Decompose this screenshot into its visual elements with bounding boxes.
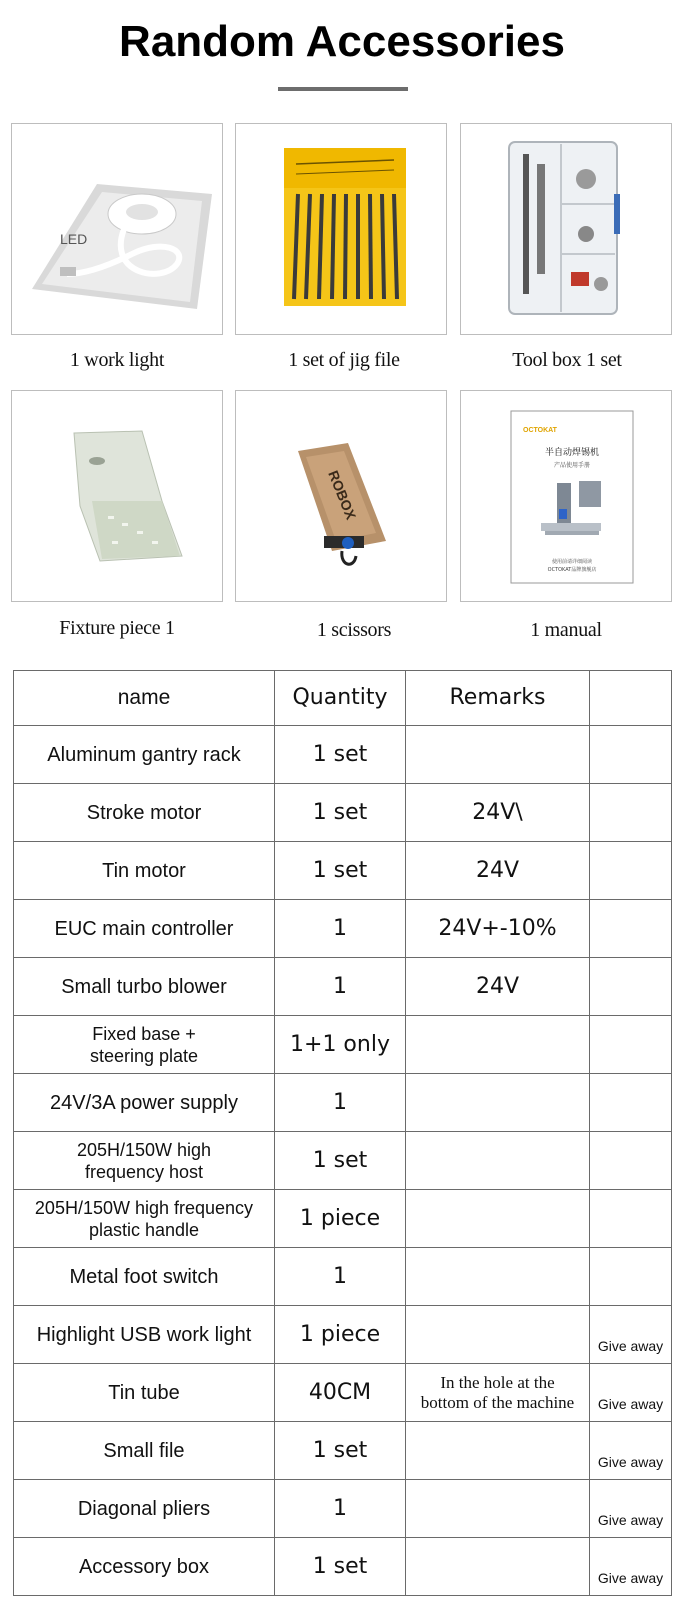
item-remarks: In the hole at the bottom of the machine bbox=[406, 1364, 590, 1422]
item-name: Stroke motor bbox=[14, 784, 275, 842]
accessory-caption-3: Fixture piece 1 bbox=[59, 617, 175, 639]
header-name: name bbox=[14, 671, 275, 726]
accessories-table bbox=[13, 670, 672, 1596]
page-title: Random Accessories bbox=[119, 17, 565, 66]
item-note bbox=[590, 958, 672, 1016]
table-row bbox=[14, 1074, 672, 1132]
item-note bbox=[590, 726, 672, 784]
accessory-card-fixture-piece bbox=[11, 390, 223, 602]
table-row bbox=[14, 1016, 672, 1074]
table-row bbox=[14, 784, 672, 842]
svg-text:半自动焊锡机: 半自动焊锡机 bbox=[544, 448, 600, 458]
accessory-card-manual bbox=[460, 390, 672, 602]
accessory-card-work-light bbox=[11, 123, 223, 335]
item-note: Give away bbox=[590, 1480, 672, 1538]
item-quantity: 1 bbox=[275, 1074, 406, 1132]
item-note bbox=[590, 1248, 672, 1306]
item-name: Metal foot switch bbox=[14, 1248, 275, 1306]
item-name: Accessory box bbox=[14, 1538, 275, 1596]
item-quantity: 1 bbox=[275, 1480, 406, 1538]
item-quantity: 1 bbox=[275, 1248, 406, 1306]
svg-text:ROBOX: ROBOX bbox=[325, 468, 360, 522]
item-note: Give away bbox=[590, 1364, 672, 1422]
item-remarks: 24V+-10% bbox=[406, 900, 590, 958]
item-note bbox=[590, 842, 672, 900]
item-name: Tin motor bbox=[14, 842, 275, 900]
item-note: Give away bbox=[590, 1306, 672, 1364]
item-name: 24V/3A power supply bbox=[14, 1074, 275, 1132]
item-remarks bbox=[406, 1190, 590, 1248]
table-row bbox=[14, 1190, 672, 1248]
item-note bbox=[590, 1016, 672, 1074]
item-name: Tin tube bbox=[14, 1364, 275, 1422]
item-quantity: 1 set bbox=[275, 1538, 406, 1596]
item-note: Give away bbox=[590, 1538, 672, 1596]
tool-box-icon bbox=[461, 124, 671, 334]
item-name: 205H/150W high frequency host bbox=[14, 1132, 275, 1190]
item-remarks bbox=[406, 1480, 590, 1538]
item-remarks bbox=[406, 1016, 590, 1074]
jig-file-set-icon bbox=[236, 124, 446, 334]
item-quantity: 1 set bbox=[275, 842, 406, 900]
item-note bbox=[590, 784, 672, 842]
item-note bbox=[590, 1132, 672, 1190]
item-remarks: 24V bbox=[406, 842, 590, 900]
table-row bbox=[14, 726, 672, 784]
header-extra bbox=[590, 671, 672, 726]
svg-text:OCTOKAT: OCTOKAT bbox=[523, 427, 557, 434]
svg-text:OCTOKAT品牌旗舰店: OCTOKAT品牌旗舰店 bbox=[547, 567, 597, 573]
item-quantity: 1 set bbox=[275, 726, 406, 784]
item-remarks bbox=[406, 1132, 590, 1190]
table-row bbox=[14, 1248, 672, 1306]
item-note bbox=[590, 900, 672, 958]
item-remarks bbox=[406, 1422, 590, 1480]
item-note bbox=[590, 1074, 672, 1132]
accessory-card-scissors bbox=[235, 390, 447, 602]
table-row bbox=[14, 1132, 672, 1190]
accessory-caption-2: Tool box 1 set bbox=[512, 349, 622, 371]
table-row bbox=[14, 958, 672, 1016]
item-remarks bbox=[406, 1248, 590, 1306]
accessory-caption-4: 1 scissors bbox=[316, 619, 392, 641]
svg-text:使用前请详细阅读: 使用前请详细阅读 bbox=[551, 559, 593, 565]
item-name: Fixed base + steering plate bbox=[14, 1016, 275, 1074]
item-name: Small file bbox=[14, 1422, 275, 1480]
accessory-card-tool-box bbox=[460, 123, 672, 335]
table-row bbox=[14, 842, 672, 900]
item-name: 205H/150W high frequency plastic handle bbox=[14, 1190, 275, 1248]
table-row bbox=[14, 1538, 672, 1596]
item-remarks bbox=[406, 1306, 590, 1364]
table-row bbox=[14, 1480, 672, 1538]
item-remarks bbox=[406, 726, 590, 784]
item-remarks bbox=[406, 1074, 590, 1132]
led-work-light-icon bbox=[12, 124, 222, 334]
item-quantity: 1+1 only bbox=[275, 1016, 406, 1074]
header-remarks: Remarks bbox=[406, 671, 590, 726]
table-row bbox=[14, 1364, 672, 1422]
item-name: Diagonal pliers bbox=[14, 1480, 275, 1538]
accessory-caption-5: 1 manual bbox=[530, 619, 602, 641]
table-row bbox=[14, 1306, 672, 1364]
table-row bbox=[14, 1422, 672, 1480]
item-name: Highlight USB work light bbox=[14, 1306, 275, 1364]
accessory-card-jig-file bbox=[235, 123, 447, 335]
item-name: Small turbo blower bbox=[14, 958, 275, 1016]
header-quantity: Quantity bbox=[275, 671, 406, 726]
item-quantity: 1 bbox=[275, 900, 406, 958]
svg-text:产品使用手册: 产品使用手册 bbox=[553, 462, 591, 469]
item-note bbox=[590, 1190, 672, 1248]
item-quantity: 1 piece bbox=[275, 1306, 406, 1364]
item-name: EUC main controller bbox=[14, 900, 275, 958]
item-name: Aluminum gantry rack bbox=[14, 726, 275, 784]
table-header-row bbox=[14, 671, 672, 726]
svg-text:LED: LED bbox=[60, 231, 88, 247]
item-remarks bbox=[406, 1538, 590, 1596]
table-body bbox=[14, 726, 672, 1596]
table-row bbox=[14, 900, 672, 958]
item-quantity: 1 set bbox=[275, 1422, 406, 1480]
item-quantity: 1 bbox=[275, 958, 406, 1016]
item-quantity: 1 set bbox=[275, 784, 406, 842]
accessory-caption-0: 1 work light bbox=[69, 349, 165, 371]
title-underline bbox=[278, 87, 408, 91]
scissors-icon bbox=[236, 391, 446, 601]
item-remarks: 24V bbox=[406, 958, 590, 1016]
accessory-caption-1: 1 set of jig file bbox=[288, 349, 400, 371]
fixture-piece-icon bbox=[12, 391, 222, 601]
item-quantity: 1 piece bbox=[275, 1190, 406, 1248]
manual-icon bbox=[461, 391, 671, 601]
item-quantity: 1 set bbox=[275, 1132, 406, 1190]
item-note: Give away bbox=[590, 1422, 672, 1480]
item-remarks: 24V\ bbox=[406, 784, 590, 842]
item-quantity: 40CM bbox=[275, 1364, 406, 1422]
